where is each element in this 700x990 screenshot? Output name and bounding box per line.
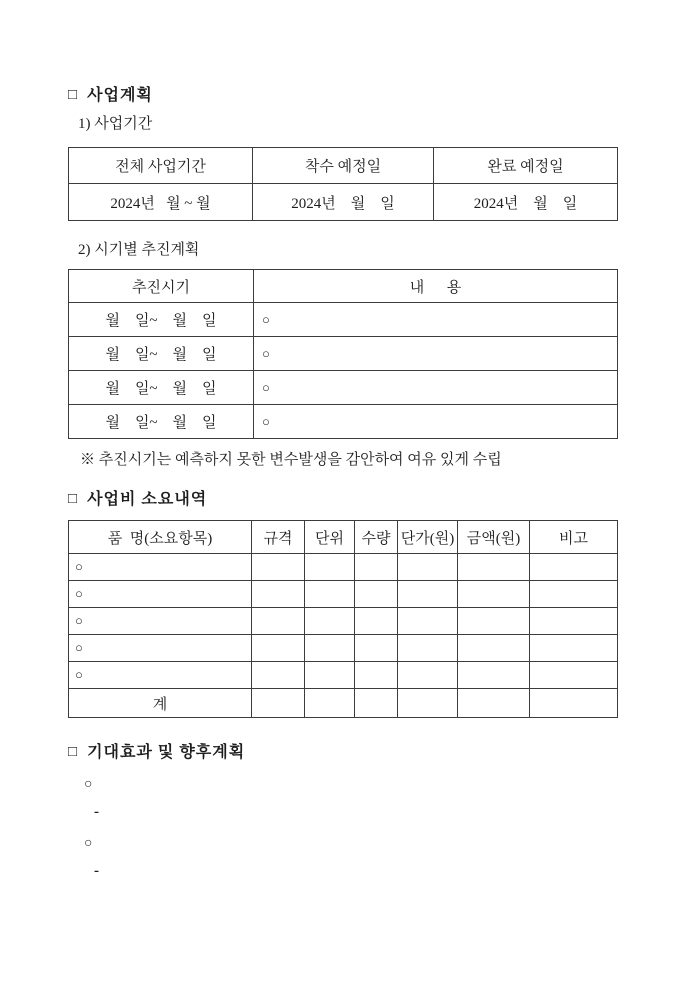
remark-cell — [530, 662, 618, 689]
schedule-period-cell: 월 일~ 월 일 — [69, 371, 254, 405]
table-row — [69, 303, 618, 337]
schedule-period-cell: 월 일~ 월 일 — [69, 337, 254, 371]
table-row — [69, 337, 618, 371]
header-item-name: 품 명(소요항목) — [69, 521, 252, 554]
item-name-cell: ○ — [69, 635, 252, 662]
table-row — [69, 608, 618, 635]
header-end-date: 완료 예정일 — [434, 148, 618, 184]
spec-cell — [252, 689, 305, 718]
unit-cell — [305, 689, 355, 718]
total-row — [69, 689, 618, 718]
outlook-bullet-circle: ○ — [84, 836, 93, 851]
unit-price-cell — [398, 662, 458, 689]
document-content — [68, 86, 628, 881]
header-remark: 비고 — [530, 521, 618, 554]
table-header-row — [69, 521, 618, 554]
outlook-bullet-dash: - — [94, 863, 99, 879]
schedule-content-cell: ○ — [254, 337, 618, 371]
spec-cell — [252, 662, 305, 689]
spec-cell — [252, 554, 305, 581]
table-row — [69, 371, 618, 405]
table-row — [69, 581, 618, 608]
project-period-subheading: 1) 사업기간 — [78, 116, 153, 132]
header-unit-price: 단가(원) — [398, 521, 458, 554]
quantity-cell — [355, 608, 398, 635]
amount-cell — [458, 662, 530, 689]
unit-cell — [305, 608, 355, 635]
spec-cell — [252, 581, 305, 608]
quantity-cell — [355, 554, 398, 581]
amount-cell — [458, 608, 530, 635]
schedule-content-cell: ○ — [254, 371, 618, 405]
quantity-cell — [355, 581, 398, 608]
schedule-period-cell: 월 일~ 월 일 — [69, 303, 254, 337]
schedule-period-cell: 월 일~ 월 일 — [69, 405, 254, 439]
square-bullet-icon: □ — [68, 87, 79, 103]
item-name-cell: ○ — [69, 554, 252, 581]
amount-cell — [458, 635, 530, 662]
budget-heading — [68, 490, 628, 510]
unit-cell — [305, 554, 355, 581]
business-plan-heading-label: 사업계획 — [87, 87, 153, 104]
remark-cell — [530, 581, 618, 608]
header-schedule-content: 내 용 — [254, 270, 618, 303]
amount-cell — [458, 581, 530, 608]
amount-cell — [458, 689, 530, 718]
item-name-cell: ○ — [69, 581, 252, 608]
schedule-content-cell: ○ — [254, 405, 618, 439]
spec-cell — [252, 608, 305, 635]
schedule-subheading: 2) 시기별 추진계획 — [78, 242, 200, 258]
quantity-cell — [355, 689, 398, 718]
table-header-row — [69, 270, 618, 303]
unit-price-cell — [398, 581, 458, 608]
outlook-heading-label: 기대효과 및 향후계획 — [87, 744, 246, 761]
budget-heading-label: 사업비 소요내역 — [87, 491, 208, 508]
outlook-bullet-dash: - — [94, 804, 99, 820]
table-header-row — [69, 148, 618, 184]
project-period-table — [68, 147, 618, 221]
budget-table — [68, 520, 618, 718]
header-start-date: 착수 예정일 — [253, 148, 434, 184]
table-row — [69, 184, 618, 221]
unit-cell — [305, 581, 355, 608]
unit-cell — [305, 662, 355, 689]
unit-price-cell — [398, 608, 458, 635]
outlook-heading — [68, 743, 628, 763]
header-quantity: 수량 — [355, 521, 398, 554]
end-date-value: 2024년 월 일 — [434, 184, 618, 221]
business-plan-heading — [68, 86, 628, 106]
remark-cell — [530, 554, 618, 581]
total-period-value: 2024년 월 ~ 월 — [69, 184, 253, 221]
spec-cell — [252, 635, 305, 662]
header-unit: 단위 — [305, 521, 355, 554]
quantity-cell — [355, 635, 398, 662]
amount-cell — [458, 554, 530, 581]
start-date-value: 2024년 월 일 — [253, 184, 434, 221]
item-name-cell: ○ — [69, 608, 252, 635]
outlook-bullet-circle: ○ — [84, 777, 93, 792]
remark-cell — [530, 608, 618, 635]
unit-cell — [305, 635, 355, 662]
square-bullet-icon: □ — [68, 491, 79, 507]
schedule-note: ※ 추진시기는 예측하지 못한 변수발생을 감안하여 여유 있게 수립 — [80, 452, 502, 468]
header-amount: 금액(원) — [458, 521, 530, 554]
table-row — [69, 405, 618, 439]
header-spec: 규격 — [252, 521, 305, 554]
table-row — [69, 635, 618, 662]
remark-cell — [530, 635, 618, 662]
header-schedule-period: 추진시기 — [69, 270, 254, 303]
table-row — [69, 662, 618, 689]
item-name-cell: ○ — [69, 662, 252, 689]
header-total-period: 전체 사업기간 — [69, 148, 253, 184]
total-label-cell: 계 — [69, 689, 252, 718]
schedule-table — [68, 269, 618, 439]
unit-price-cell — [398, 689, 458, 718]
quantity-cell — [355, 662, 398, 689]
square-bullet-icon: □ — [68, 744, 79, 760]
table-row — [69, 554, 618, 581]
schedule-content-cell: ○ — [254, 303, 618, 337]
unit-price-cell — [398, 635, 458, 662]
remark-cell — [530, 689, 618, 718]
unit-price-cell — [398, 554, 458, 581]
